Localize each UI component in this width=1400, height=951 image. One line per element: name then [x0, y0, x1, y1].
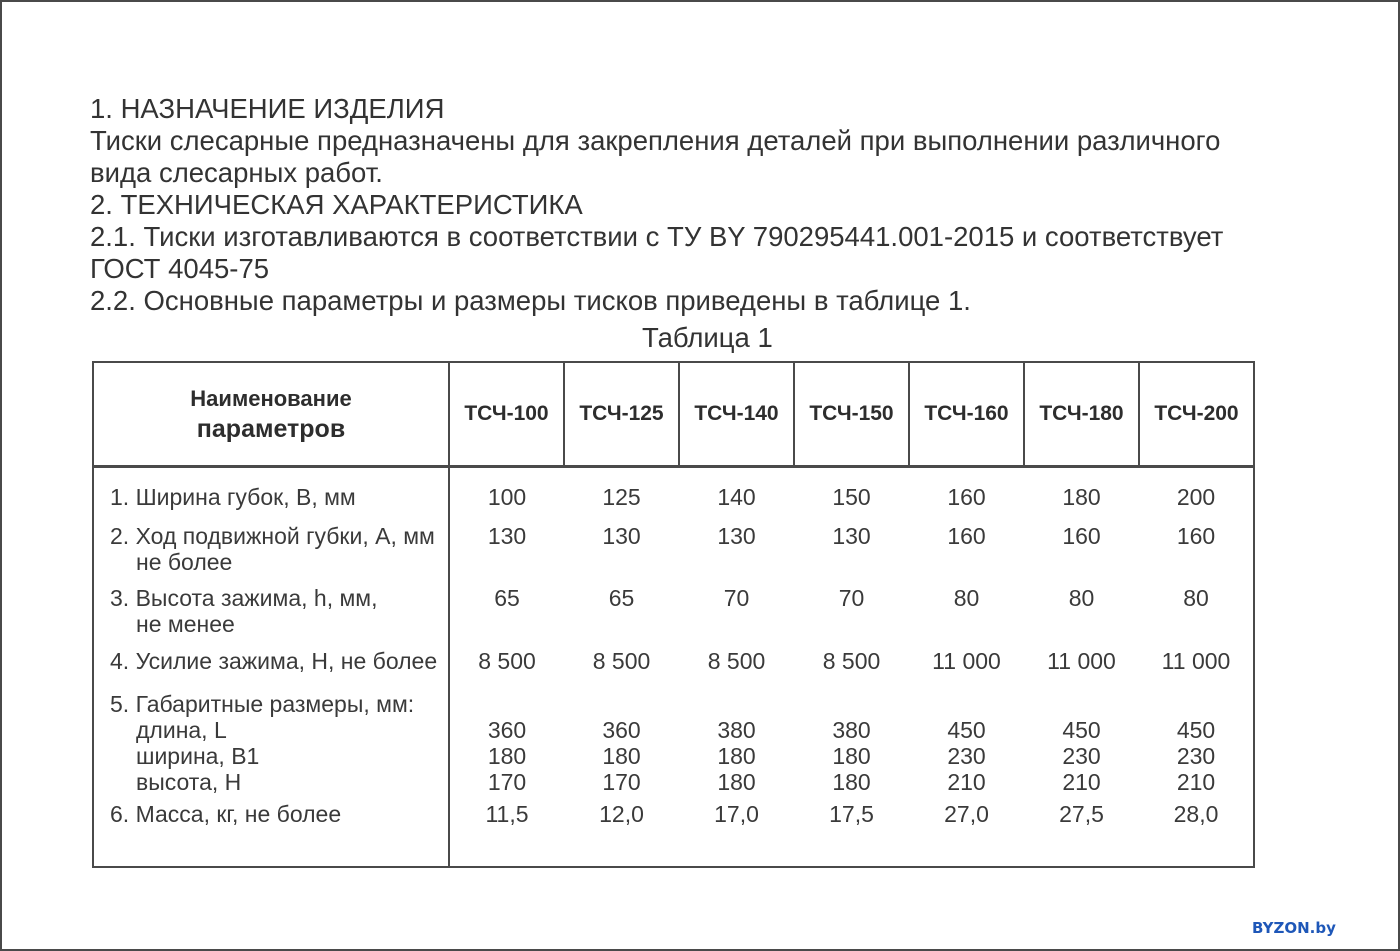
column-header: ТСЧ-140	[679, 362, 794, 467]
row-label-line2: не более	[136, 549, 233, 575]
header-line2: параметров	[196, 415, 346, 443]
table-cell: 150	[832, 484, 871, 510]
cell-length: 450	[1062, 717, 1101, 743]
spec-text-line1: 2.1. Тиски изготавливаются в соответствии с ТУ BY 790295441.001-2015 и соответствует	[90, 221, 1224, 252]
cell-length: 450	[947, 717, 986, 743]
table-cell: 180	[1062, 484, 1101, 510]
column-header: ТСЧ-125	[564, 362, 679, 467]
table-header-row	[93, 362, 1254, 467]
table-cell	[679, 678, 794, 797]
cell-height: 170	[602, 769, 641, 795]
row-sub-label-width: ширина, В1	[136, 743, 260, 769]
table-cell: 11 000	[1161, 648, 1231, 674]
purpose-text-line2: вида слесарных работ.	[90, 157, 383, 188]
cell-width: 180	[717, 743, 756, 769]
row-label-line1: 3. Высота зажима, h, мм,	[110, 585, 378, 611]
cell-width: 180	[602, 743, 641, 769]
cell-length: 360	[487, 717, 527, 743]
column-header: ТСЧ-200	[1139, 362, 1254, 467]
row-label: 4. Усилие зажима, Н, не более	[93, 637, 449, 678]
row-label: 1. Ширина губок, В, мм	[93, 467, 449, 511]
table-cell: 160	[1176, 523, 1216, 549]
table-cell: 130	[602, 523, 641, 549]
table-row	[93, 678, 1254, 797]
table-row	[93, 797, 1254, 867]
cell-height: 210	[1176, 769, 1216, 795]
table-cell: 80	[953, 585, 980, 611]
table-cell: 8 500	[592, 648, 651, 674]
row-label-line2: не менее	[136, 611, 235, 637]
table-cell: 65	[494, 585, 520, 611]
table-cell	[564, 678, 679, 797]
brand-watermark: BYZON.by	[1252, 919, 1336, 937]
header-parameter-name	[93, 362, 449, 467]
table-cell: 70	[723, 585, 750, 611]
row-label-line1: 5. Габаритные размеры, мм:	[110, 691, 415, 717]
row-label: 6. Масса, кг, не более	[93, 797, 449, 867]
cell-length: 360	[602, 717, 641, 743]
table-cell: 100	[487, 484, 527, 510]
table-cell	[909, 678, 1024, 797]
cell-width: 180	[487, 743, 527, 769]
table-caption: Таблица 1	[642, 322, 773, 353]
table-cell: 27,0	[944, 801, 989, 827]
table-cell: 11 000	[1047, 648, 1116, 674]
column-header: ТСЧ-100	[449, 362, 564, 467]
table-cell	[794, 678, 909, 797]
table-row	[93, 467, 1254, 511]
table-cell: 140	[717, 484, 756, 510]
table-cell: 27,5	[1059, 801, 1104, 827]
table-row	[93, 637, 1254, 678]
row-label-line1: 2. Ход подвижной губки, А, мм	[110, 523, 435, 549]
table-cell: 80	[1068, 585, 1095, 611]
table-cell: 130	[487, 523, 527, 549]
table-cell: 160	[1062, 523, 1101, 549]
table-cell	[1139, 678, 1254, 797]
table-cell: 11 000	[932, 648, 1001, 674]
cell-height: 180	[832, 769, 871, 795]
table-cell: 160	[947, 484, 986, 510]
cell-width: 230	[947, 743, 986, 769]
header-line1: Наименование	[190, 386, 352, 411]
table-cell: 130	[832, 523, 871, 549]
intro-text	[90, 93, 1320, 317]
table-cell: 130	[717, 523, 756, 549]
section-heading-specs: 2. ТЕХНИЧЕСКАЯ ХАРАКТЕРИСТИКА	[90, 189, 583, 220]
table-row	[93, 510, 1254, 575]
column-header: ТСЧ-180	[1024, 362, 1139, 467]
row-label	[93, 678, 449, 797]
spec-table	[92, 361, 1255, 868]
row-sub-label-height: высота, Н	[136, 769, 242, 795]
table-cell: 17,5	[829, 801, 874, 827]
column-header: ТСЧ-160	[909, 362, 1024, 467]
spec-text-line2: ГОСТ 4045-75	[90, 253, 270, 284]
cell-width: 180	[832, 743, 871, 769]
column-header: ТСЧ-150	[794, 362, 909, 467]
cell-height: 210	[947, 769, 986, 795]
table-cell: 28,0	[1173, 801, 1219, 827]
table-cell: 65	[608, 585, 635, 611]
cell-length: 380	[717, 717, 756, 743]
cell-length: 450	[1176, 717, 1216, 743]
section-heading-purpose: 1. НАЗНАЧЕНИЕ ИЗДЕЛИЯ	[90, 93, 445, 124]
table-cell: 70	[838, 585, 865, 611]
table-cell: 8 500	[822, 648, 881, 674]
table-cell: 8 500	[478, 648, 536, 674]
row-label	[93, 575, 449, 637]
row-sub-label-length: длина, L	[136, 717, 227, 743]
table-cell: 80	[1183, 585, 1209, 611]
table-row	[93, 575, 1254, 637]
cell-length: 380	[832, 717, 871, 743]
cell-height: 170	[487, 769, 527, 795]
cell-width: 230	[1176, 743, 1216, 769]
table-cell: 17,0	[714, 801, 759, 827]
purpose-text-line1: Тиски слесарные предназначены для закрепления деталей при выполнении различного	[90, 125, 1221, 156]
row-label	[93, 510, 449, 575]
table-cell: 11,5	[485, 801, 529, 827]
spec-text-table-ref: 2.2. Основные параметры и размеры тисков приведены в таблице 1.	[90, 285, 971, 316]
table-cell	[1024, 678, 1139, 797]
table-cell: 160	[947, 523, 986, 549]
table-cell	[449, 678, 564, 797]
cell-height: 210	[1062, 769, 1101, 795]
table-cell: 125	[602, 484, 641, 510]
table-cell: 12,0	[599, 801, 644, 827]
table-cell: 200	[1176, 484, 1216, 510]
table-cell: 8 500	[707, 648, 766, 674]
cell-height: 180	[717, 769, 756, 795]
cell-width: 230	[1062, 743, 1101, 769]
